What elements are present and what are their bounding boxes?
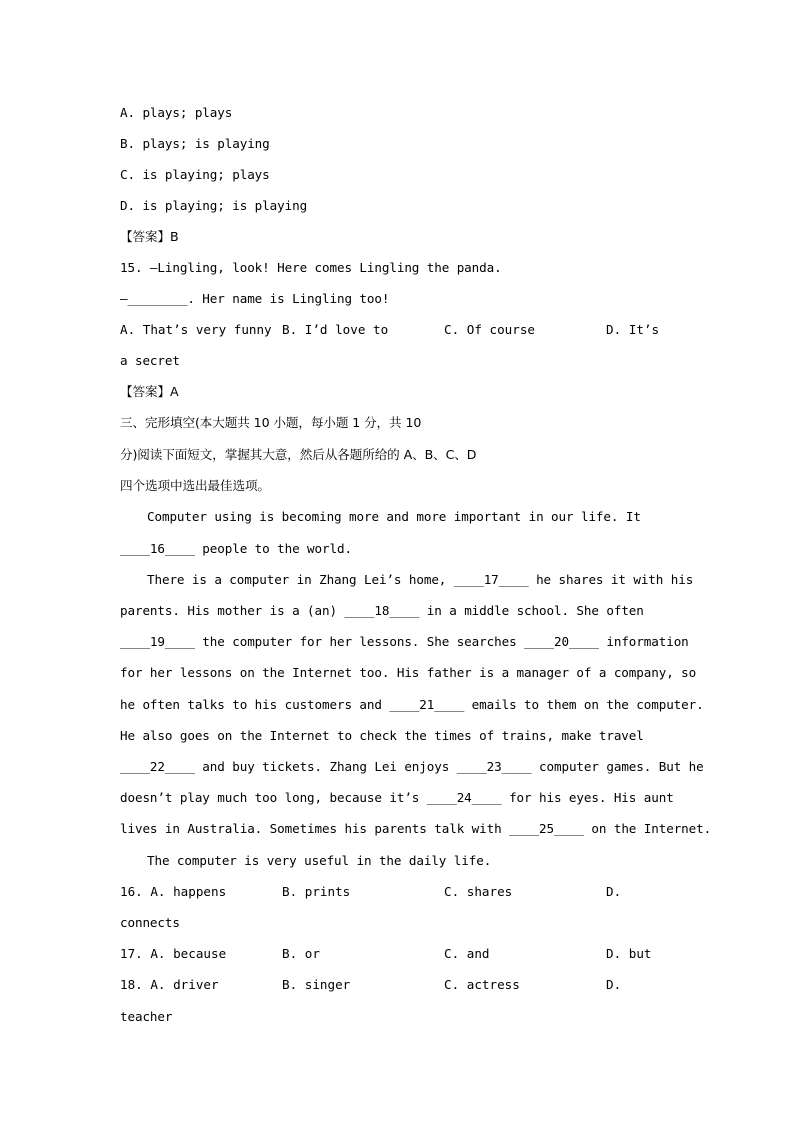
blank-17: ____17____	[453, 572, 529, 587]
q15-option-d: D. It’s	[606, 322, 660, 337]
passage-line-9	[120, 758, 704, 776]
blank-24: ____24____	[426, 790, 502, 805]
q16-option-d: D.	[606, 884, 622, 899]
q15-dash: —	[120, 291, 128, 306]
section3-heading-line2: 分)阅读下面短文，掌握其大意，然后从各题所给的 A、B、C、D	[120, 447, 477, 462]
q15-response-text: . Her name is Lingling too!	[187, 291, 390, 306]
blank-18: ____18____	[344, 603, 420, 618]
q15-option-b: B. I’d love to	[282, 322, 389, 337]
q18-option-d-cont: teacher	[120, 1009, 173, 1024]
q17-option-a: 17. A. because	[120, 946, 227, 961]
q15-stem: 15. —Lingling, look! Here comes Lingling the panda.	[120, 260, 502, 275]
q14-option-d: D. is playing; is playing	[120, 198, 308, 213]
section3-heading-line3: 四个选项中选出最佳选项。	[120, 478, 270, 493]
q16-option-a: 16. A. happens	[120, 884, 227, 899]
passage-line-10	[120, 789, 674, 807]
passage-line-6: for her lessons on the Internet too. His father is a manager of a company, so	[120, 665, 697, 680]
passage-text: on the Internet.	[583, 821, 712, 836]
blank-20: ____20____	[524, 634, 599, 649]
passage-text: the computer for her lessons. She searches	[194, 634, 525, 649]
blank-16: ____16____	[120, 541, 195, 556]
q16-option-c: C. shares	[444, 884, 513, 899]
passage-line-8: He also goes on the Internet to check the times of trains, make travel	[120, 728, 644, 743]
q15-option-a: A. That’s very funny	[120, 322, 272, 337]
q18-option-a: 18. A. driver	[120, 977, 219, 992]
passage-text: doesn’t play much too long, because it’s	[120, 790, 427, 805]
blank-22: ____22____	[120, 759, 195, 774]
passage-text: computer games. But he	[531, 759, 704, 774]
q14-option-a: A. plays; plays	[120, 105, 233, 120]
q18-option-c: C. actress	[444, 977, 520, 992]
q15-option-c: C. Of course	[444, 322, 535, 337]
q15-response	[120, 290, 389, 308]
passage-line-3	[147, 571, 693, 589]
passage-text: for his eyes. His aunt	[501, 790, 674, 805]
q16-option-b: B. prints	[282, 884, 351, 899]
passage-text: he shares it with his	[528, 572, 694, 587]
blank-23: ____23____	[456, 759, 532, 774]
passage-text: lives in Australia. Sometimes his parents talk with	[120, 821, 510, 836]
passage-text: and buy tickets. Zhang Lei enjoys	[194, 759, 457, 774]
passage-text: in a middle school. She often	[419, 603, 644, 618]
blank-19: ____19____	[120, 634, 195, 649]
q14-option-c: C. is playing; plays	[120, 167, 270, 182]
passage-line-7	[120, 696, 704, 714]
passage-line-2	[120, 540, 352, 558]
passage-text: people to the world.	[194, 541, 352, 556]
passage-line-4	[120, 602, 644, 620]
q17-option-d: D. but	[606, 946, 652, 961]
blank-25: ____25____	[509, 821, 584, 836]
passage-text: There is a computer in Zhang Lei’s home,	[147, 572, 454, 587]
q14-option-b: B. plays; is playing	[120, 136, 270, 151]
passage-line-12: The computer is very useful in the daily life.	[147, 853, 492, 868]
q16-option-d-cont: connects	[120, 915, 180, 930]
q15-blank: ________	[127, 291, 188, 306]
passage-text: information	[598, 634, 689, 649]
passage-line-5	[120, 633, 689, 651]
q18-option-d: D.	[606, 977, 622, 992]
passage-line-11	[120, 820, 711, 838]
q15-answer: 【答案】A	[120, 384, 179, 399]
blank-21: ____21____	[389, 697, 465, 712]
q14-answer: 【答案】B	[120, 229, 179, 244]
passage-text: parents. His mother is a (an)	[120, 603, 345, 618]
q18-option-b: B. singer	[282, 977, 351, 992]
q17-option-b: B. or	[282, 946, 320, 961]
section3-heading-line1: 三、完形填空(本大题共 10 小题，每小题 1 分，共 10	[120, 415, 422, 430]
q17-option-c: C. and	[444, 946, 490, 961]
passage-text: he often talks to his customers and	[120, 697, 390, 712]
passage-line-1: Computer using is becoming more and more important in our life. It	[147, 509, 641, 524]
passage-text: emails to them on the computer.	[464, 697, 704, 712]
q15-option-d-cont: a secret	[120, 353, 180, 368]
